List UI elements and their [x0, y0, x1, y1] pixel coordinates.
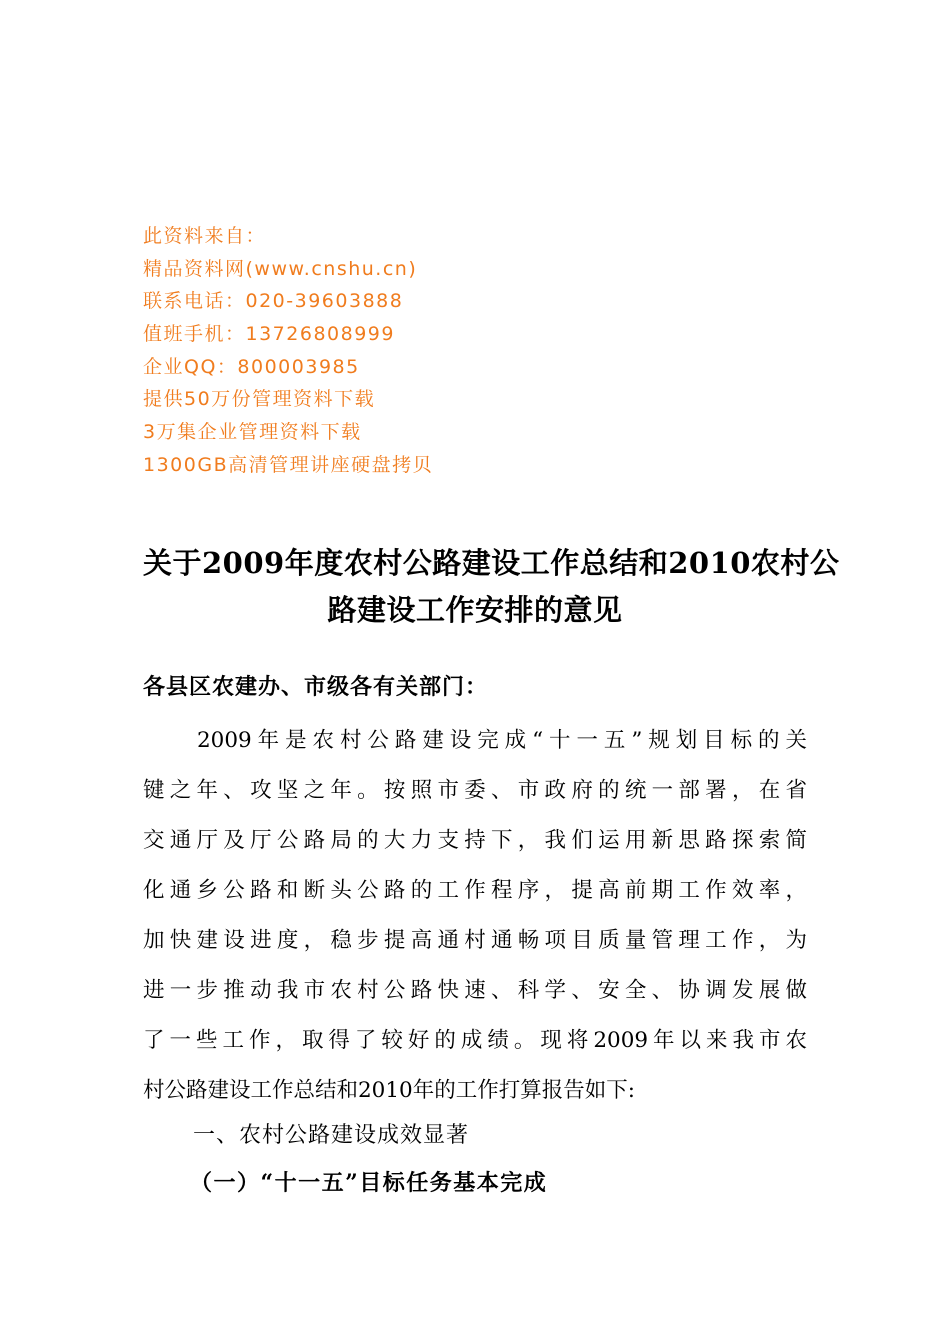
- title-line: 关于2009年度农村公路建设工作总结和2010农村公: [143, 546, 840, 580]
- source-line: 联系电话：020-39603888: [143, 290, 404, 313]
- subsection-heading: （一）“十一五”目标任务基本完成: [190, 1170, 548, 1196]
- salutation: 各县区农建办、市级各有关部门：: [143, 675, 489, 700]
- paragraph-line: 村公路建设工作总结和2010年的工作打算报告如下:: [143, 1078, 635, 1103]
- source-line: 企业QQ：800003985: [143, 355, 360, 378]
- paragraph-line: 化通乡公路和断头公路的工作程序，提高前期工作效率，: [143, 878, 807, 903]
- source-info-block: [143, 220, 743, 482]
- paragraph-line: 交通厅及厅公路局的大力支持下，我们运用新思路探索简: [143, 828, 807, 853]
- document-title: [143, 540, 840, 634]
- paragraph-line: 了一些工作，取得了较好的成绩。现将2009年以来我市农: [143, 1028, 807, 1053]
- source-line: 此资料来自：: [143, 225, 267, 247]
- source-line: 3万集企业管理资料下载: [143, 421, 362, 444]
- source-line: 提供50万份管理资料下载: [143, 388, 376, 411]
- paragraph-line: 加快建设进度，稳步提高通村通畅项目质量管理工作，为: [143, 928, 807, 953]
- section-heading: 一、农村公路建设成效显著: [193, 1123, 470, 1148]
- intro-paragraph: [143, 716, 807, 1116]
- paragraph-line: 2009年是农村公路建设完成“十一五”规划目标的关: [197, 728, 807, 753]
- title-line: 路建设工作安排的意见: [327, 593, 623, 627]
- source-line: 1300GB高清管理讲座硬盘拷贝: [143, 453, 434, 476]
- source-line: 精品资料网(www.cnshu.cn): [143, 257, 418, 280]
- source-line: 值班手机：13726808999: [143, 323, 395, 346]
- paragraph-line: 进一步推动我市农村公路快速、科学、安全、协调发展做: [143, 978, 807, 1003]
- paragraph-line: 键之年、攻坚之年。按照市委、市政府的统一部署，在省: [143, 778, 807, 803]
